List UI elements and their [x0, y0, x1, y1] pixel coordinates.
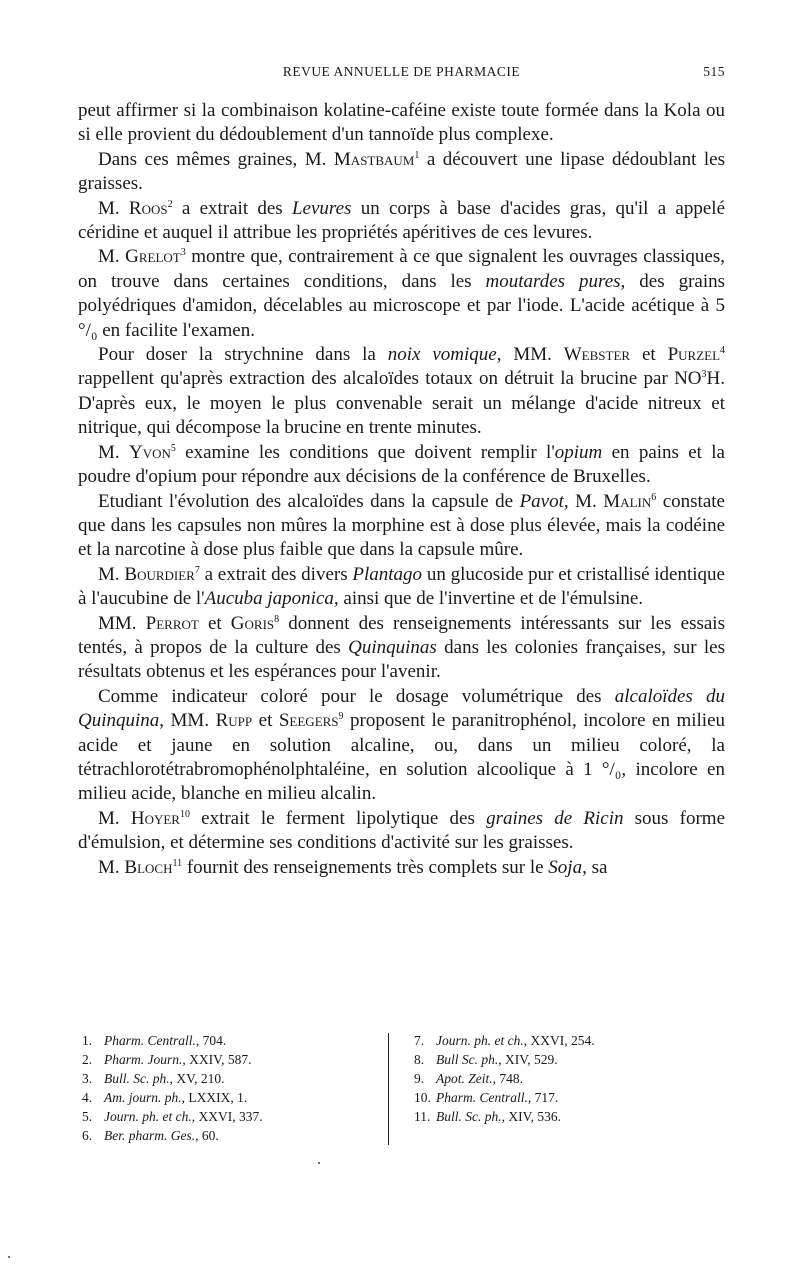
footnote-ref: 7 [194, 564, 200, 576]
footnote-7 [414, 1031, 714, 1050]
text-run: montre que, contrairement à ce que signalent les ouvrages classiques, on trouve dans certaines conditions, dans les [78, 246, 725, 292]
footnote-citation: , LXXIX, 1. [181, 1090, 248, 1105]
footnote-number: 9. [414, 1071, 425, 1086]
text-run: et [630, 344, 668, 366]
footnote-2 [82, 1050, 372, 1069]
text-run: M. [98, 563, 125, 585]
text-run: a extrait des divers [199, 563, 353, 585]
text-run: M. [98, 856, 125, 878]
footnote-source: Bull. Sc. ph. [436, 1109, 502, 1124]
footnote-number: 6. [82, 1128, 93, 1143]
text-run: un corps à base d'acides gras, qu'il a appelé céridine et auquel il attribue les propriétés apéritives de ces levures. [78, 197, 725, 244]
footnote-source: Am. journ. ph. [104, 1090, 182, 1105]
author-name: Mastbaum [333, 148, 415, 170]
footnote-citation: , 704. [195, 1033, 227, 1048]
footnote-source: Ber. pharm. Ges. [104, 1128, 196, 1143]
italic-term: alcaloïdes du Quinquina [78, 685, 725, 732]
footnote-ref: 2 [167, 198, 173, 210]
footnote-citation: , XIV, 529. [498, 1052, 558, 1067]
footnote-citation: , 717. [527, 1090, 559, 1105]
text-run: rappellent qu'après extraction des alcaloïdes totaux on détruit la brucine par NO [78, 368, 702, 390]
paragraph-p7 [78, 563, 725, 612]
text-run: dans les colonies françaises, sur les résultats obtenus et les espérances pour l'avenir. [78, 636, 725, 683]
body-text [78, 99, 725, 880]
italic-term: noix vomique [387, 344, 497, 366]
footnote-source: Pharm. Centrall. [436, 1090, 528, 1105]
footnote-number: 2. [82, 1052, 93, 1067]
text-run: , MM. [159, 710, 216, 732]
author-name: Bourdier [124, 563, 195, 585]
text-run: a découvert une lipase dédoublant les graisses. [78, 148, 726, 195]
footnote-source: Journ. ph. et ch. [104, 1109, 192, 1124]
text-run: a extrait des [172, 197, 292, 219]
paragraph-p0 [78, 99, 725, 148]
footnote-citation: , XXVI, 337. [191, 1109, 263, 1124]
footnote-number: 7. [414, 1033, 425, 1048]
paragraph-p3 [78, 245, 725, 343]
footnote-source: Pharm. Journ. [104, 1052, 183, 1067]
italic-term: Quinquinas [348, 636, 437, 658]
footnote-8 [414, 1050, 714, 1069]
author-name: Perrot [145, 612, 199, 634]
footnote-source: Bull. Sc. ph. [104, 1071, 170, 1086]
footnote-ref: 3 [701, 369, 707, 381]
text-run: , M. [563, 490, 604, 512]
italic-term: Levures [291, 197, 352, 219]
footnote-source: Pharm. Centrall. [104, 1033, 196, 1048]
print-speck [318, 1162, 320, 1164]
footnotes [78, 1031, 725, 1151]
footnote-6 [82, 1126, 372, 1145]
text-run: sous forme d'émulsion, et détermine ses conditions d'activité sur les graisses. [78, 807, 725, 854]
footnote-5 [82, 1107, 372, 1126]
footnote-citation: , XXVI, 254. [523, 1033, 595, 1048]
footnote-column-divider [388, 1033, 389, 1145]
italic-term: Plantago [352, 563, 423, 585]
paragraph-p8 [78, 612, 725, 685]
author-name: Grelot [125, 246, 181, 268]
text-run: peut affirmer si la combinaison kolatine-caféine existe toute formée dans la Kola ou si elle provient du dédoublement d'un tannoïde plus complexe. [78, 100, 725, 146]
text-run: et [252, 710, 279, 732]
footnote-3 [82, 1069, 372, 1088]
paragraph-p10 [78, 807, 725, 856]
print-speck [8, 1256, 10, 1258]
paragraph-p2 [78, 197, 725, 246]
footnote-number: 10. [414, 1090, 431, 1105]
italic-term: graines de Ricin [486, 807, 624, 829]
author-name: Yvon [128, 441, 171, 463]
footnote-source: Apot. Zeit. [436, 1071, 493, 1086]
footnote-citation: , XIV, 536. [501, 1109, 562, 1124]
italic-term: Aucuba japonica [204, 588, 334, 610]
text-run: fournit des renseignements très complets sur le [182, 856, 549, 878]
footnote-ref: 9 [338, 711, 344, 723]
text-run: , des grains polyédriques d'amidon, décelables au microscope et par l'iode. L'acide acétique à 5 °/₀ en facilite l'examen. [78, 270, 725, 341]
footnote-ref: 1 [414, 149, 420, 161]
text-run: , sa [582, 856, 608, 878]
author-name: Goris [230, 612, 275, 634]
footnote-ref: 4 [720, 345, 726, 357]
text-run: , ainsi que de l'invertine et de l'émulsine. [333, 588, 644, 610]
paragraph-p1 [78, 148, 725, 197]
paragraph-p5 [78, 441, 725, 490]
running-header [78, 64, 725, 88]
text-run: constate que dans les capsules non mûres la morphine est à dose plus élevée, mais la codéine et la narcotine à dose plus faible que dans la capsule mûre. [78, 490, 725, 561]
author-name: Rupp [215, 710, 253, 732]
text-run: M. [98, 197, 129, 219]
footnote-11 [414, 1107, 714, 1126]
text-run: M. [98, 807, 131, 829]
footnote-ref: 5 [170, 442, 176, 454]
footnote-source: Journ. ph. et ch. [436, 1033, 524, 1048]
paragraph-p11 [78, 856, 725, 880]
footnotes-right-column [414, 1031, 714, 1126]
footnote-9 [414, 1069, 714, 1088]
footnote-ref: 11 [172, 857, 183, 869]
footnote-ref: 6 [651, 491, 657, 503]
footnote-number: 1. [82, 1033, 93, 1048]
author-name: Hoyer [130, 807, 180, 829]
text-run: H. D'après eux, le moyen le plus convenable serait un mélange d'acide nitreux et nitrique, qui décompose la brucine en trente minutes. [78, 368, 725, 439]
text-run: Etudiant l'évolution des alcaloïdes dans la capsule de [98, 490, 520, 512]
author-name: Purzel [667, 344, 721, 366]
author-name: Roos [128, 197, 168, 219]
author-name: Seegers [278, 710, 339, 732]
text-run: donnent des renseignements intéressants sur les essais tentés, à propos de la culture des [78, 612, 725, 658]
italic-term: moutardes pures [485, 270, 621, 292]
footnote-ref: 10 [179, 808, 190, 820]
text-run: M. [98, 441, 129, 463]
text-run: , MM. [496, 344, 564, 366]
text-run: proposent le paranitrophénol, incolore en milieu acide et jaune en solution alcaline, ou, dans un milieu coloré, la tétrachlorotétrabromophénolphtaléine, en solution alcoolique à 1 °/₀, incolore en milieu acide, blanche en milieu alcalin. [78, 710, 726, 805]
paragraph-p6 [78, 490, 725, 563]
footnote-10 [414, 1088, 714, 1107]
text-run: Dans ces mêmes graines, M. [98, 148, 334, 170]
footnote-citation: , 748. [492, 1071, 523, 1086]
footnote-number: 8. [414, 1052, 425, 1067]
footnotes-left-column [82, 1031, 372, 1145]
text-run: un glucoside pur et cristallisé identique à l'aucubine de l' [78, 563, 725, 610]
text-run: et [198, 612, 231, 634]
text-run: Pour doser la strychnine dans la [98, 344, 388, 366]
paragraph-p9 [78, 685, 725, 807]
author-name: Bloch [124, 856, 173, 878]
italic-term: Pavot [519, 490, 564, 512]
footnote-citation: , XV, 210. [169, 1071, 225, 1086]
text-run: en pains et la poudre d'opium pour répondre aux décisions de la conférence de Bruxelles. [78, 441, 725, 488]
footnote-ref: 8 [274, 613, 280, 625]
footnote-ref: 3 [180, 247, 186, 259]
text-run: M. [98, 246, 126, 268]
footnote-number: 5. [82, 1109, 93, 1124]
paragraph-p4 [78, 343, 725, 441]
text-run: extrait le ferment lipolytique des [189, 807, 487, 829]
author-name: Malin [603, 490, 652, 512]
footnote-4 [82, 1088, 372, 1107]
text-run: MM. [98, 612, 146, 634]
footnote-number: 11. [414, 1109, 431, 1124]
text-run: examine les conditions que doivent remplir l' [175, 441, 555, 463]
footnote-citation: , 60. [195, 1128, 219, 1143]
italic-term: Soja [548, 856, 583, 878]
italic-term: opium [554, 441, 603, 463]
author-name: Webster [563, 344, 631, 366]
footnote-citation: , XXIV, 587. [182, 1052, 252, 1067]
footnote-number: 4. [82, 1090, 93, 1105]
footnote-number: 3. [82, 1071, 93, 1086]
page-number: 515 [703, 64, 725, 79]
footnote-1 [82, 1031, 372, 1050]
footnote-source: Bull Sc. ph. [436, 1052, 499, 1067]
journal-title: REVUE ANNUELLE DE PHARMACIE [282, 64, 521, 79]
text-run: Comme indicateur coloré pour le dosage volumétrique des [98, 685, 615, 707]
